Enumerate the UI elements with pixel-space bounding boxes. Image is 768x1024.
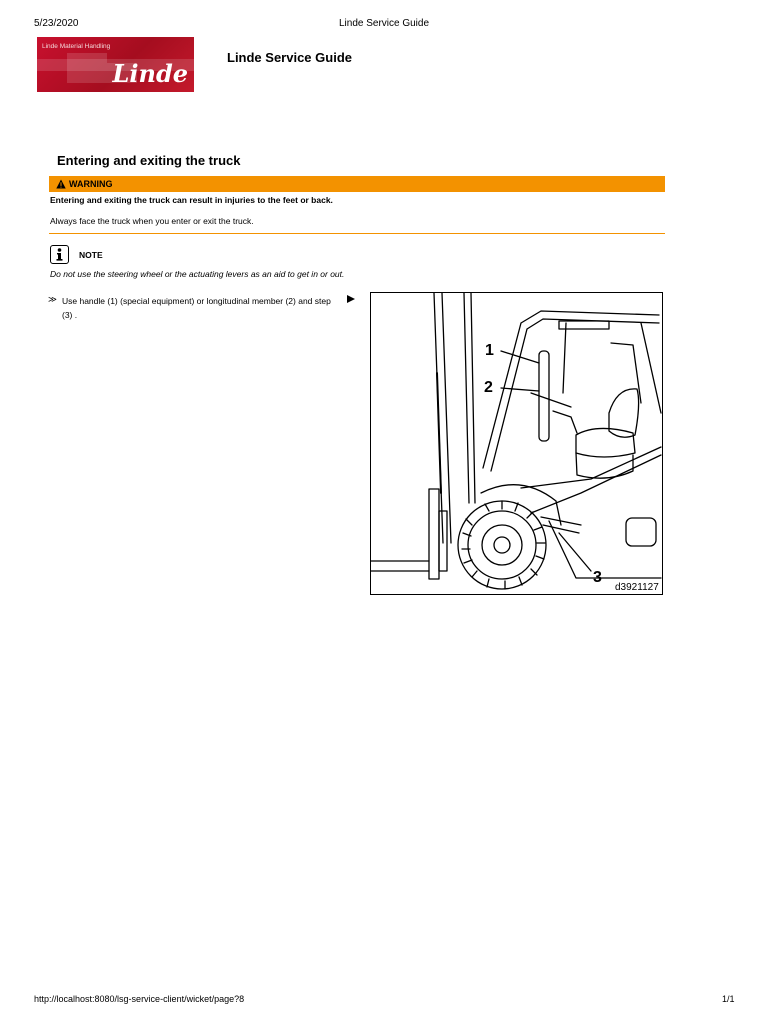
mast-drawing: [434, 293, 475, 543]
callout-3: 3: [593, 569, 602, 586]
handle-drawing: [531, 351, 571, 441]
body-drawing: [481, 447, 661, 578]
site-title: Linde Service Guide: [227, 50, 352, 65]
forklift-illustration: [370, 292, 663, 595]
print-page-number: 1/1: [722, 994, 735, 1004]
seat-drawing: [553, 389, 639, 478]
print-date: 5/23/2020: [34, 18, 79, 29]
warning-divider: [49, 233, 665, 234]
logo-division-text: Linde Material Handling: [42, 43, 111, 50]
step-text: Use handle (1) (special equipment) or longitudinal member (2) and step (3) .: [62, 296, 331, 320]
logo-brand-text: Linde: [112, 59, 188, 88]
warning-bar: [49, 176, 665, 192]
warning-instruction-text: Always face the truck when you enter or exit the truck.: [50, 216, 254, 226]
figure-code: d3921127: [615, 582, 659, 593]
info-icon: [50, 245, 69, 264]
warning-label: WARNING: [69, 179, 113, 189]
step-marker: ≫: [48, 294, 57, 304]
play-icon[interactable]: [347, 295, 355, 303]
fork-drawing: [371, 489, 447, 579]
callout-1: 1: [485, 342, 494, 359]
warning-icon: [56, 179, 66, 189]
print-footer-url: http://localhost:8080/lsg-service-client/wicket/page?8: [34, 994, 245, 1004]
print-header-title: Linde Service Guide: [338, 18, 430, 29]
linde-logo: [37, 37, 194, 92]
wheel-drawing: [458, 501, 546, 589]
page-heading: Entering and exiting the truck: [57, 153, 241, 168]
note-label: NOTE: [79, 250, 103, 260]
callout-2: 2: [484, 379, 493, 396]
note-text: Do not use the steering wheel or the actuating levers as an aid to get in or out.: [50, 269, 345, 279]
warning-hazard-text: Entering and exiting the truck can result in injuries to the feet or back.: [50, 195, 333, 205]
